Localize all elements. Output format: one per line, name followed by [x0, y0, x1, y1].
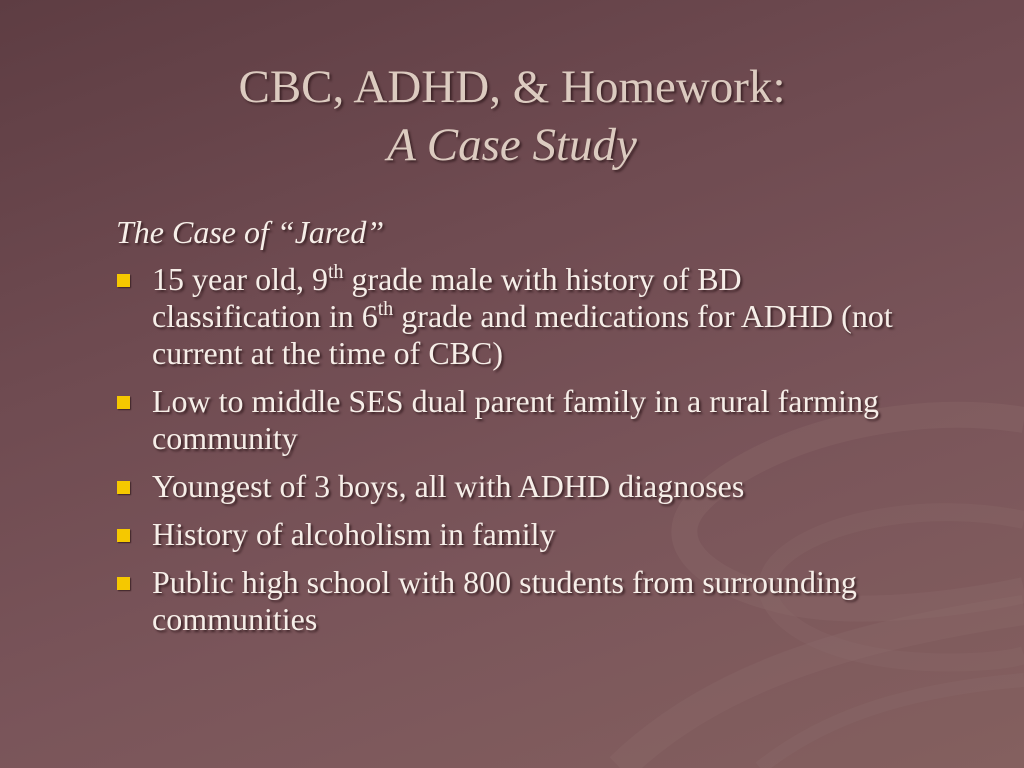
bullet-text: Low to middle SES dual parent family in a rural farming community	[152, 383, 879, 456]
bullet-item	[116, 516, 906, 553]
bullet-item	[116, 383, 906, 457]
square-bullet-icon	[117, 529, 130, 542]
bullet-text: Public high school with 800 students from surrounding communities	[152, 564, 857, 637]
bullet-text-pre: 15 year old, 9	[152, 261, 328, 297]
case-subheading: The Case of “Jared”	[116, 214, 385, 250]
bullet-text-post: grade and medications for ADHD (not current at the time of CBC)	[152, 298, 893, 371]
square-bullet-icon	[117, 481, 130, 494]
bullet-list	[116, 261, 906, 638]
bullet-item	[116, 468, 906, 505]
title-line-2: A Case Study	[387, 119, 637, 171]
bullet-text: Youngest of 3 boys, all with ADHD diagnoses	[152, 468, 745, 504]
square-bullet-icon	[117, 274, 130, 287]
square-bullet-icon	[117, 577, 130, 590]
slide-title	[0, 58, 1024, 174]
bullet-item	[116, 261, 906, 372]
title-line-1: CBC, ADHD, & Homework:	[238, 61, 786, 113]
slide-content	[116, 214, 906, 649]
bullet-text-mid: grade male with history of BD classification in 6	[152, 261, 742, 334]
superscript-th: th	[377, 298, 394, 320]
bullet-item	[116, 564, 906, 638]
bullet-text: History of alcoholism in family	[152, 516, 556, 552]
superscript-th: th	[327, 261, 344, 283]
square-bullet-icon	[117, 396, 130, 409]
